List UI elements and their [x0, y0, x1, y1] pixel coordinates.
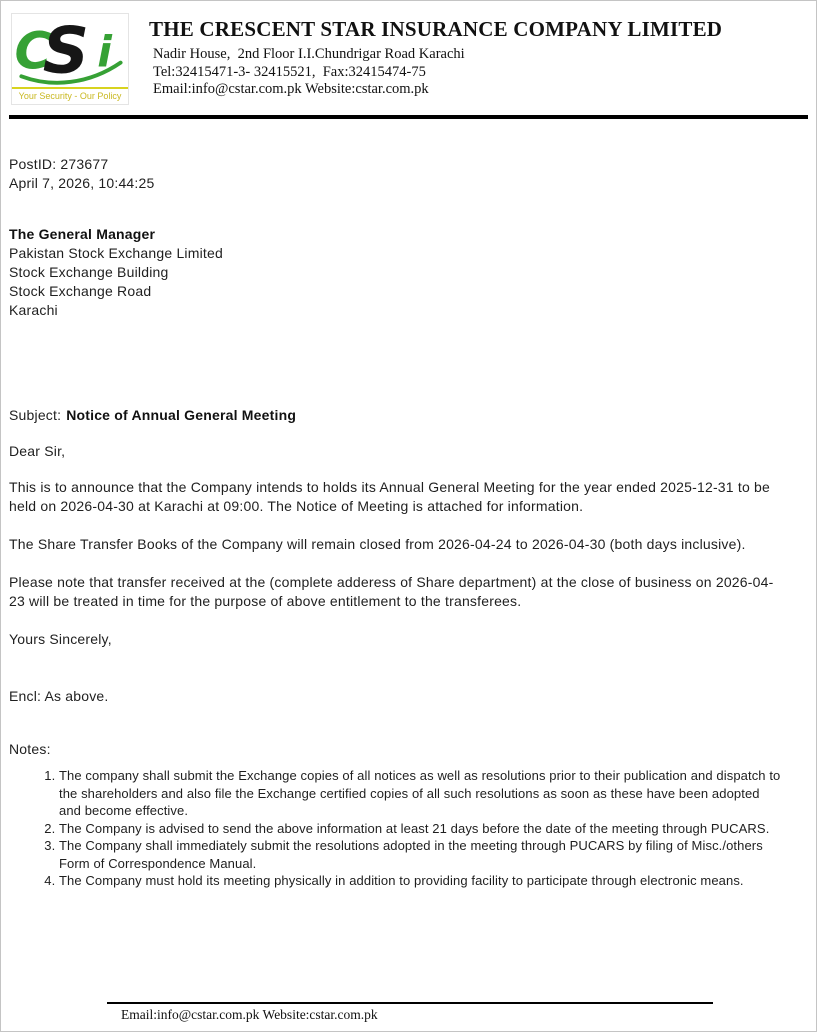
recipient-line: Pakistan Stock Exchange Limited: [9, 245, 223, 261]
post-id: PostID: 273677: [9, 156, 109, 172]
subject-line: [9, 406, 784, 425]
logo-letter-i: i: [97, 27, 112, 78]
letter-body: [1, 155, 816, 890]
subject-label: Subject:: [9, 407, 62, 423]
note-item: 2. The Company is advised to send the above information at least 21 days before the date of the meeting through PUCARS.: [59, 820, 784, 838]
date-time: April 7, 2026, 10:44:25: [9, 175, 155, 191]
note-item: 4. The Company must hold its meeting physically in addition to providing facility to participate through electronic means.: [59, 872, 784, 890]
closing: Yours Sincerely,: [9, 631, 112, 647]
meta-block: [9, 155, 784, 193]
logo-tagline: Your Security - Our Policy: [12, 87, 128, 104]
company-name: THE CRESCENT STAR INSURANCE COMPANY LIMITED: [149, 17, 723, 41]
paragraph-transfer-note: Please note that transfer received at the (complete adderess of Share department) at the close of business on 2026-04-23 will be treated in time for the purpose of above entitlement to the transferees.: [9, 574, 774, 609]
header-divider: [9, 115, 808, 119]
page-footer: [107, 1002, 713, 1023]
company-logo: [11, 13, 129, 105]
recipient-line: Stock Exchange Building: [9, 264, 169, 280]
logo-letter-c: C: [14, 21, 52, 81]
company-email-website: Email:info@cstar.com.pk Website:cstar.com.pk: [153, 81, 429, 97]
recipient-line: Stock Exchange Road: [9, 283, 152, 299]
logo-letter-s: S: [42, 14, 90, 86]
salutation: Dear Sir,: [9, 443, 66, 459]
recipient-line: Karachi: [9, 302, 58, 318]
subject-value: Notice of Annual General Meeting: [66, 407, 297, 423]
note-item: 3. The Company shall immediately submit the resolutions adopted in the meeting through PUCARS by filing of Misc./others Form of Correspondence Manual.: [59, 837, 784, 872]
notes-heading: Notes:: [9, 741, 51, 757]
footer-email-website: Email:info@cstar.com.pk Website:cstar.com.pk: [121, 1007, 378, 1022]
recipient-block: [9, 225, 784, 320]
enclosure: Encl: As above.: [9, 688, 109, 704]
letterhead-text: [149, 13, 722, 99]
csi-logo-icon: [12, 14, 128, 86]
company-phone-fax: Tel:32415471-3- 32415521, Fax:32415474-75: [153, 63, 426, 80]
company-address: Nadir House, 2nd Floor I.I.Chundrigar Road Karachi: [153, 46, 465, 62]
notes-list: [9, 767, 784, 890]
paragraph-book-closure: The Share Transfer Books of the Company will remain closed from 2026-04-24 to 2026-04-30 (both days inclusive).: [9, 536, 746, 552]
note-item: 1. The company shall submit the Exchange copies of all notices as well as resolutions prior to their publication and dispatch to the shareholders and also file the Exchange certified copies of all such resolutions as soon as these have been adopted and become effective.: [59, 767, 784, 820]
paragraph-announcement: This is to announce that the Company intends to holds its Annual General Meeting for the year ended 2025-12-31 to be held on 2026-04-30 at Karachi at 09:00. The Notice of Meeting is attached for information.: [9, 479, 771, 514]
letterhead: [1, 1, 816, 105]
recipient-title: The General Manager: [9, 226, 156, 242]
